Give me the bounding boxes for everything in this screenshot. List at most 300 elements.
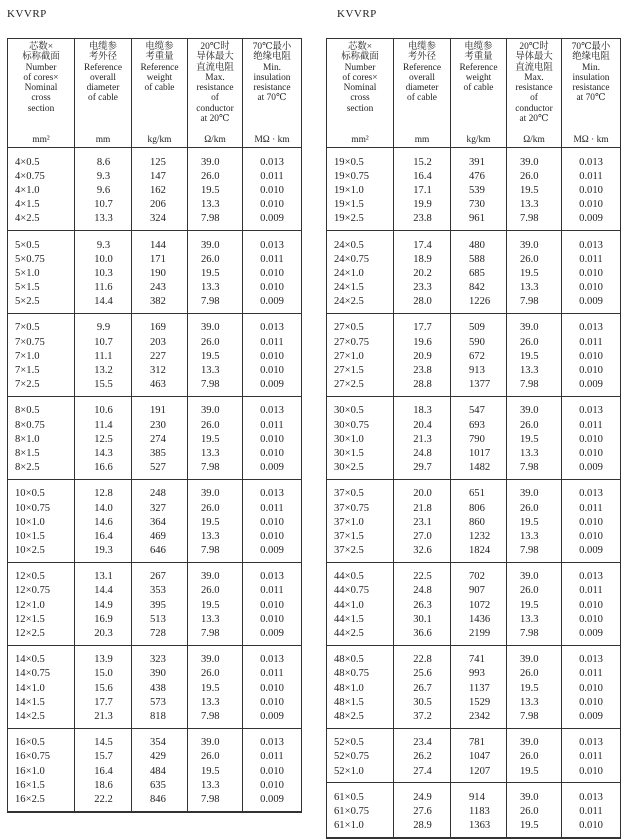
row-group	[8, 231, 301, 314]
cell-col5: 0.010	[260, 447, 284, 459]
header-unit: kg/km	[466, 134, 491, 145]
cell-col4: 39.0	[520, 405, 539, 417]
cell-col2: 16.4	[94, 530, 113, 542]
cell-col1: 52×0.5	[334, 737, 364, 749]
cell-col5: 0.010	[260, 365, 284, 377]
cell-col2: 15.5	[94, 379, 113, 391]
table-header	[8, 39, 301, 148]
cell-col2: 23.8	[413, 365, 432, 377]
table-row	[327, 653, 620, 667]
header-en-text: insulation	[572, 72, 610, 83]
cell-col1: 30×1.0	[334, 433, 364, 445]
cell-col3: 790	[469, 433, 485, 445]
table-row	[327, 487, 620, 501]
cell-col1: 4×1.0	[15, 184, 40, 196]
cell-col4: 26.0	[201, 502, 220, 514]
cell-col1: 12×0.75	[15, 585, 51, 597]
cell-col5: 0.013	[579, 239, 603, 251]
cell-col2: 23.1	[413, 516, 432, 528]
header-en-text: Nominal	[343, 83, 377, 94]
cell-col5: 0.010	[260, 599, 284, 611]
cell-col3: 391	[469, 156, 485, 168]
cell-col5: 0.013	[579, 322, 603, 334]
cell-col3: 227	[150, 350, 166, 362]
left-table-title: KVVRP	[7, 8, 47, 20]
cell-col3: 993	[469, 668, 485, 680]
cell-col5: 0.010	[579, 613, 603, 625]
cell-col1: 8×0.5	[15, 405, 40, 417]
header-cn-text: 70℃最小	[252, 42, 292, 52]
table-row	[327, 750, 620, 764]
cell-col1: 48×0.75	[334, 668, 370, 680]
cell-col5: 0.010	[579, 765, 603, 777]
table-row	[8, 695, 301, 709]
cell-col5: 0.010	[579, 350, 603, 362]
cell-col3: 169	[150, 322, 166, 334]
cell-col4: 7.98	[520, 628, 539, 640]
column-divider	[561, 147, 562, 838]
cell-col3: 144	[150, 239, 166, 251]
header-en-text: Nominal	[24, 83, 58, 94]
header-en-text: Reference	[459, 62, 498, 73]
cell-col3: 463	[150, 379, 166, 391]
header-col1	[327, 39, 394, 147]
cell-col4: 13.3	[201, 613, 220, 625]
cell-col1: 4×0.75	[15, 170, 45, 182]
cell-col1: 27×2.5	[334, 379, 364, 391]
table-row	[327, 212, 620, 226]
cell-col1: 37×1.5	[334, 530, 364, 542]
row-group	[327, 563, 620, 646]
header-en-text: at 70℃	[576, 93, 606, 104]
cell-col2: 11.4	[94, 419, 113, 431]
cell-col4: 39.0	[520, 239, 539, 251]
cell-col5: 0.010	[260, 765, 284, 777]
column-divider	[187, 147, 188, 812]
cell-col4: 26.0	[201, 336, 220, 348]
cell-col4: 39.0	[201, 654, 220, 666]
cell-col3: 1482	[469, 462, 491, 474]
table-row	[327, 281, 620, 295]
cell-col5: 0.011	[260, 170, 284, 182]
cell-col3: 429	[150, 751, 166, 763]
column-divider	[131, 147, 132, 812]
header-en-text: Reference	[403, 62, 441, 73]
table-row	[327, 804, 620, 818]
cell-col2: 27.4	[413, 765, 432, 777]
cell-col2: 19.3	[94, 545, 113, 557]
cell-col5: 0.013	[579, 405, 603, 417]
cell-col4: 39.0	[520, 654, 539, 666]
cell-col5: 0.011	[260, 336, 284, 348]
cell-col2: 9.6	[96, 184, 111, 196]
cell-col2: 26.2	[413, 751, 432, 763]
table-row	[8, 653, 301, 667]
cell-col3: 672	[469, 350, 485, 362]
header-col2	[75, 39, 132, 147]
cell-col3: 354	[150, 737, 166, 749]
cell-col2: 17.7	[413, 322, 432, 334]
cell-col5: 0.013	[260, 156, 284, 168]
cell-col4: 26.0	[520, 253, 539, 265]
row-group	[327, 148, 620, 231]
cell-col3: 913	[469, 365, 485, 377]
header-cn-text: 电缆参	[407, 42, 437, 52]
cell-col4: 19.5	[201, 184, 220, 196]
cell-col1: 8×0.75	[15, 419, 45, 431]
cell-col3: 527	[150, 462, 166, 474]
row-group	[8, 397, 301, 480]
cell-col3: 395	[150, 599, 166, 611]
cell-col1: 14×0.5	[15, 654, 45, 666]
cell-col1: 37×0.75	[334, 502, 370, 514]
cell-col2: 19.6	[413, 336, 432, 348]
cell-col1: 7×0.5	[15, 322, 40, 334]
cell-col4: 7.98	[520, 379, 539, 391]
cell-col5: 0.010	[579, 682, 603, 694]
cell-col2: 21.8	[413, 502, 432, 514]
cell-col5: 0.011	[260, 419, 284, 431]
table-row	[8, 792, 301, 806]
cell-col5: 0.013	[260, 322, 284, 334]
cell-col4: 39.0	[201, 322, 220, 334]
cell-col2: 18.3	[413, 405, 432, 417]
cell-col4: 19.5	[201, 433, 220, 445]
header-cn-text: 芯数×	[347, 42, 373, 52]
left-spec-table	[7, 38, 302, 813]
column-divider	[74, 147, 75, 812]
row-group	[327, 646, 620, 729]
cell-col1: 14×1.5	[15, 696, 45, 708]
cell-col5: 0.011	[260, 502, 284, 514]
cell-col3: 1436	[469, 613, 491, 625]
table-row	[327, 169, 620, 183]
cell-col1: 5×0.5	[15, 239, 40, 251]
cell-col1: 61×0.5	[334, 791, 364, 803]
cell-col2: 22.2	[94, 793, 113, 805]
cell-col1: 16×2.5	[15, 793, 45, 805]
table-row	[8, 750, 301, 764]
cell-col4: 26.0	[520, 751, 539, 763]
cell-col2: 16.4	[413, 170, 432, 182]
cell-col1: 5×2.5	[15, 296, 40, 308]
cell-col1: 10×1.0	[15, 516, 45, 528]
cell-col4: 39.0	[201, 571, 220, 583]
cell-col4: 19.5	[201, 516, 220, 528]
cell-col1: 8×1.0	[15, 433, 40, 445]
header-en-text: resistance	[196, 83, 234, 94]
cell-col3: 635	[150, 779, 166, 791]
cell-col3: 382	[150, 296, 166, 308]
table-row	[327, 238, 620, 252]
cell-col2: 15.7	[94, 751, 113, 763]
cell-col5: 0.013	[260, 405, 284, 417]
cell-col3: 327	[150, 502, 166, 514]
cell-col4: 13.3	[520, 696, 539, 708]
cell-col2: 10.7	[94, 336, 113, 348]
cell-col4: 39.0	[201, 488, 220, 500]
cell-col3: 248	[150, 488, 166, 500]
cell-col2: 28.9	[413, 820, 432, 832]
row-group	[8, 646, 301, 729]
cell-col1: 12×1.5	[15, 613, 45, 625]
cell-col1: 61×1.0	[334, 820, 364, 832]
cell-col1: 4×0.5	[15, 156, 40, 168]
cell-col2: 16.6	[94, 462, 113, 474]
header-en-text: weight	[146, 72, 173, 83]
cell-col4: 19.5	[520, 267, 539, 279]
cell-col3: 547	[469, 405, 485, 417]
cell-col1: 7×2.5	[15, 379, 40, 391]
header-unit: mm²	[32, 134, 50, 145]
cell-col5: 0.009	[260, 628, 284, 640]
cell-col4: 19.5	[201, 682, 220, 694]
header-en-text: cross	[31, 93, 51, 104]
cell-col2: 9.9	[96, 322, 111, 334]
header-en-text: of cable	[407, 93, 437, 104]
cell-col3: 230	[150, 419, 166, 431]
header-col3	[132, 39, 188, 147]
table-row	[8, 584, 301, 598]
cell-col3: 274	[150, 433, 166, 445]
cell-col2: 37.2	[413, 710, 432, 722]
cell-col4: 26.0	[201, 585, 220, 597]
cell-col3: 324	[150, 213, 166, 225]
table-row	[8, 363, 301, 377]
header-en-text: overall	[408, 72, 436, 83]
cell-col4: 26.0	[520, 170, 539, 182]
cell-col2: 14.5	[94, 737, 113, 749]
cell-col3: 730	[469, 199, 485, 211]
cell-col1: 8×1.5	[15, 447, 40, 459]
cell-col2: 14.9	[94, 599, 113, 611]
column-divider	[450, 147, 451, 838]
cell-col2: 13.3	[94, 213, 113, 225]
cell-col2: 9.3	[96, 239, 111, 251]
cell-col4: 13.3	[201, 365, 220, 377]
header-col4	[188, 39, 243, 147]
header-en-text: overall	[89, 72, 117, 83]
row-group	[327, 397, 620, 480]
cell-col2: 12.8	[94, 488, 113, 500]
header-cn-text: 电缆参	[464, 42, 493, 52]
cell-col5: 0.010	[260, 779, 284, 791]
table-row	[327, 295, 620, 309]
header-cn-text: 绝缘电阻	[253, 52, 291, 63]
cell-col2: 28.0	[413, 296, 432, 308]
table-row	[327, 667, 620, 681]
row-group	[8, 729, 301, 812]
header-unit: mm	[95, 134, 111, 145]
cell-col2: 10.7	[94, 199, 113, 211]
cell-col2: 30.1	[413, 613, 432, 625]
cell-col3: 385	[150, 447, 166, 459]
cell-col2: 24.8	[413, 585, 432, 597]
cell-col5: 0.010	[260, 199, 284, 211]
table-row	[8, 169, 301, 183]
cell-col4: 26.0	[520, 502, 539, 514]
cell-col5: 0.011	[579, 170, 603, 182]
table-row	[8, 183, 301, 197]
cell-col2: 20.9	[413, 350, 432, 362]
cell-col5: 0.011	[579, 253, 603, 265]
cell-col2: 13.2	[94, 365, 113, 377]
cell-col1: 24×1.5	[334, 282, 364, 294]
cell-col4: 7.98	[520, 462, 539, 474]
cell-col4: 13.3	[201, 282, 220, 294]
table-row	[327, 378, 620, 392]
header-en-text: resistance	[515, 83, 553, 94]
cell-col3: 651	[469, 488, 485, 500]
cell-col2: 24.8	[413, 447, 432, 459]
cell-col1: 27×0.75	[334, 336, 370, 348]
table-row	[327, 529, 620, 543]
cell-col4: 26.0	[201, 170, 220, 182]
cell-col1: 16×0.75	[15, 751, 51, 763]
cell-col3: 480	[469, 239, 485, 251]
table-row	[327, 404, 620, 418]
header-col5	[243, 39, 301, 147]
cell-col1: 27×1.0	[334, 350, 364, 362]
cell-col4: 7.98	[201, 379, 220, 391]
cell-col2: 11.6	[94, 282, 113, 294]
cell-col5: 0.010	[260, 682, 284, 694]
header-en-text: section	[27, 103, 55, 114]
cell-col5: 0.013	[260, 488, 284, 500]
cell-col5: 0.010	[579, 282, 603, 294]
cell-col2: 21.3	[94, 710, 113, 722]
cell-col2: 20.0	[413, 488, 432, 500]
table-row	[327, 584, 620, 598]
header-en-text: Number	[25, 62, 57, 73]
row-group	[327, 231, 620, 314]
header-unit: MΩ · km	[573, 134, 609, 145]
cell-col5: 0.013	[260, 654, 284, 666]
row-group	[8, 563, 301, 646]
cell-col2: 23.4	[413, 737, 432, 749]
table-row	[8, 295, 301, 309]
cell-col4: 13.3	[520, 530, 539, 542]
cell-col2: 13.1	[94, 571, 113, 583]
cell-col2: 20.2	[413, 267, 432, 279]
cell-col1: 24×2.5	[334, 296, 364, 308]
table-row	[8, 544, 301, 558]
cell-col4: 39.0	[520, 156, 539, 168]
cell-col1: 4×1.5	[15, 199, 40, 211]
cell-col4: 7.98	[520, 213, 539, 225]
cell-col3: 693	[469, 419, 485, 431]
column-divider	[242, 147, 243, 812]
cell-col5: 0.013	[579, 737, 603, 749]
header-col2	[394, 39, 451, 147]
cell-col5: 0.011	[579, 805, 603, 817]
cell-col1: 44×1.5	[334, 613, 364, 625]
cell-col5: 0.009	[260, 379, 284, 391]
cell-col1: 19×1.5	[334, 199, 364, 211]
cell-col3: 781	[469, 737, 485, 749]
table-row	[8, 266, 301, 280]
cell-col4: 13.3	[520, 447, 539, 459]
cell-col1: 30×2.5	[334, 462, 364, 474]
cell-col4: 7.98	[201, 710, 220, 722]
header-en-text: cross	[350, 93, 370, 104]
cell-col4: 7.98	[201, 793, 220, 805]
cell-col1: 16×1.5	[15, 779, 45, 791]
header-cn-text: 导体最大	[196, 52, 234, 63]
cell-col5: 0.013	[260, 571, 284, 583]
cell-col1: 4×2.5	[15, 213, 40, 225]
cell-col4: 19.5	[520, 516, 539, 528]
cell-col4: 39.0	[201, 156, 220, 168]
cell-col2: 36.6	[413, 628, 432, 640]
header-en-text: diameter	[405, 83, 439, 94]
cell-col3: 842	[469, 282, 485, 294]
cell-col4: 13.3	[201, 779, 220, 791]
header-en-text: at 20℃	[200, 114, 230, 125]
header-en-text: Reference	[84, 62, 122, 73]
cell-col2: 23.3	[413, 282, 432, 294]
header-cn-text: 导体最大	[515, 52, 553, 63]
cell-col5: 0.009	[579, 213, 603, 225]
cell-col2: 26.7	[413, 682, 432, 694]
header-cn-text: 直流电阻	[515, 62, 553, 73]
table-row	[327, 790, 620, 804]
header-cn-text: 20℃时	[200, 42, 230, 52]
cell-col2: 15.6	[94, 682, 113, 694]
cell-col3: 513	[150, 613, 166, 625]
cell-col3: 162	[150, 184, 166, 196]
cell-col4: 39.0	[201, 737, 220, 749]
cell-col3: 1183	[469, 805, 490, 817]
row-group	[327, 314, 620, 397]
cell-col4: 39.0	[520, 488, 539, 500]
cell-col2: 24.9	[413, 791, 432, 803]
cell-col5: 0.010	[260, 433, 284, 445]
table-row	[8, 446, 301, 460]
cell-col1: 7×1.5	[15, 365, 40, 377]
cell-col2: 14.4	[94, 296, 113, 308]
cell-col4: 26.0	[201, 751, 220, 763]
cell-col3: 364	[150, 516, 166, 528]
cell-col1: 5×1.5	[15, 282, 40, 294]
cell-col5: 0.010	[579, 199, 603, 211]
cell-col5: 0.011	[260, 668, 284, 680]
cell-col4: 39.0	[201, 239, 220, 251]
cell-col4: 26.0	[201, 419, 220, 431]
cell-col3: 206	[150, 199, 166, 211]
cell-col1: 19×2.5	[334, 213, 364, 225]
cell-col2: 9.3	[96, 170, 111, 182]
cell-col1: 7×1.0	[15, 350, 40, 362]
cell-col1: 19×0.5	[334, 156, 364, 168]
cell-col3: 818	[150, 710, 166, 722]
cell-col2: 17.1	[413, 184, 432, 196]
header-en-text: of	[530, 93, 538, 104]
row-group	[327, 729, 620, 784]
header-en-text: of cable	[88, 93, 118, 104]
cell-col4: 19.5	[520, 765, 539, 777]
header-unit: MΩ · km	[254, 134, 290, 145]
cell-col3: 509	[469, 322, 485, 334]
cell-col1: 48×1.0	[334, 682, 364, 694]
cell-col2: 11.1	[94, 350, 113, 362]
cell-col1: 5×0.75	[15, 253, 45, 265]
cell-col4: 26.0	[201, 253, 220, 265]
header-en-text: conductor	[515, 103, 553, 114]
cell-col5: 0.009	[579, 628, 603, 640]
cell-col3: 914	[469, 791, 485, 803]
header-en-text: section	[346, 103, 374, 114]
